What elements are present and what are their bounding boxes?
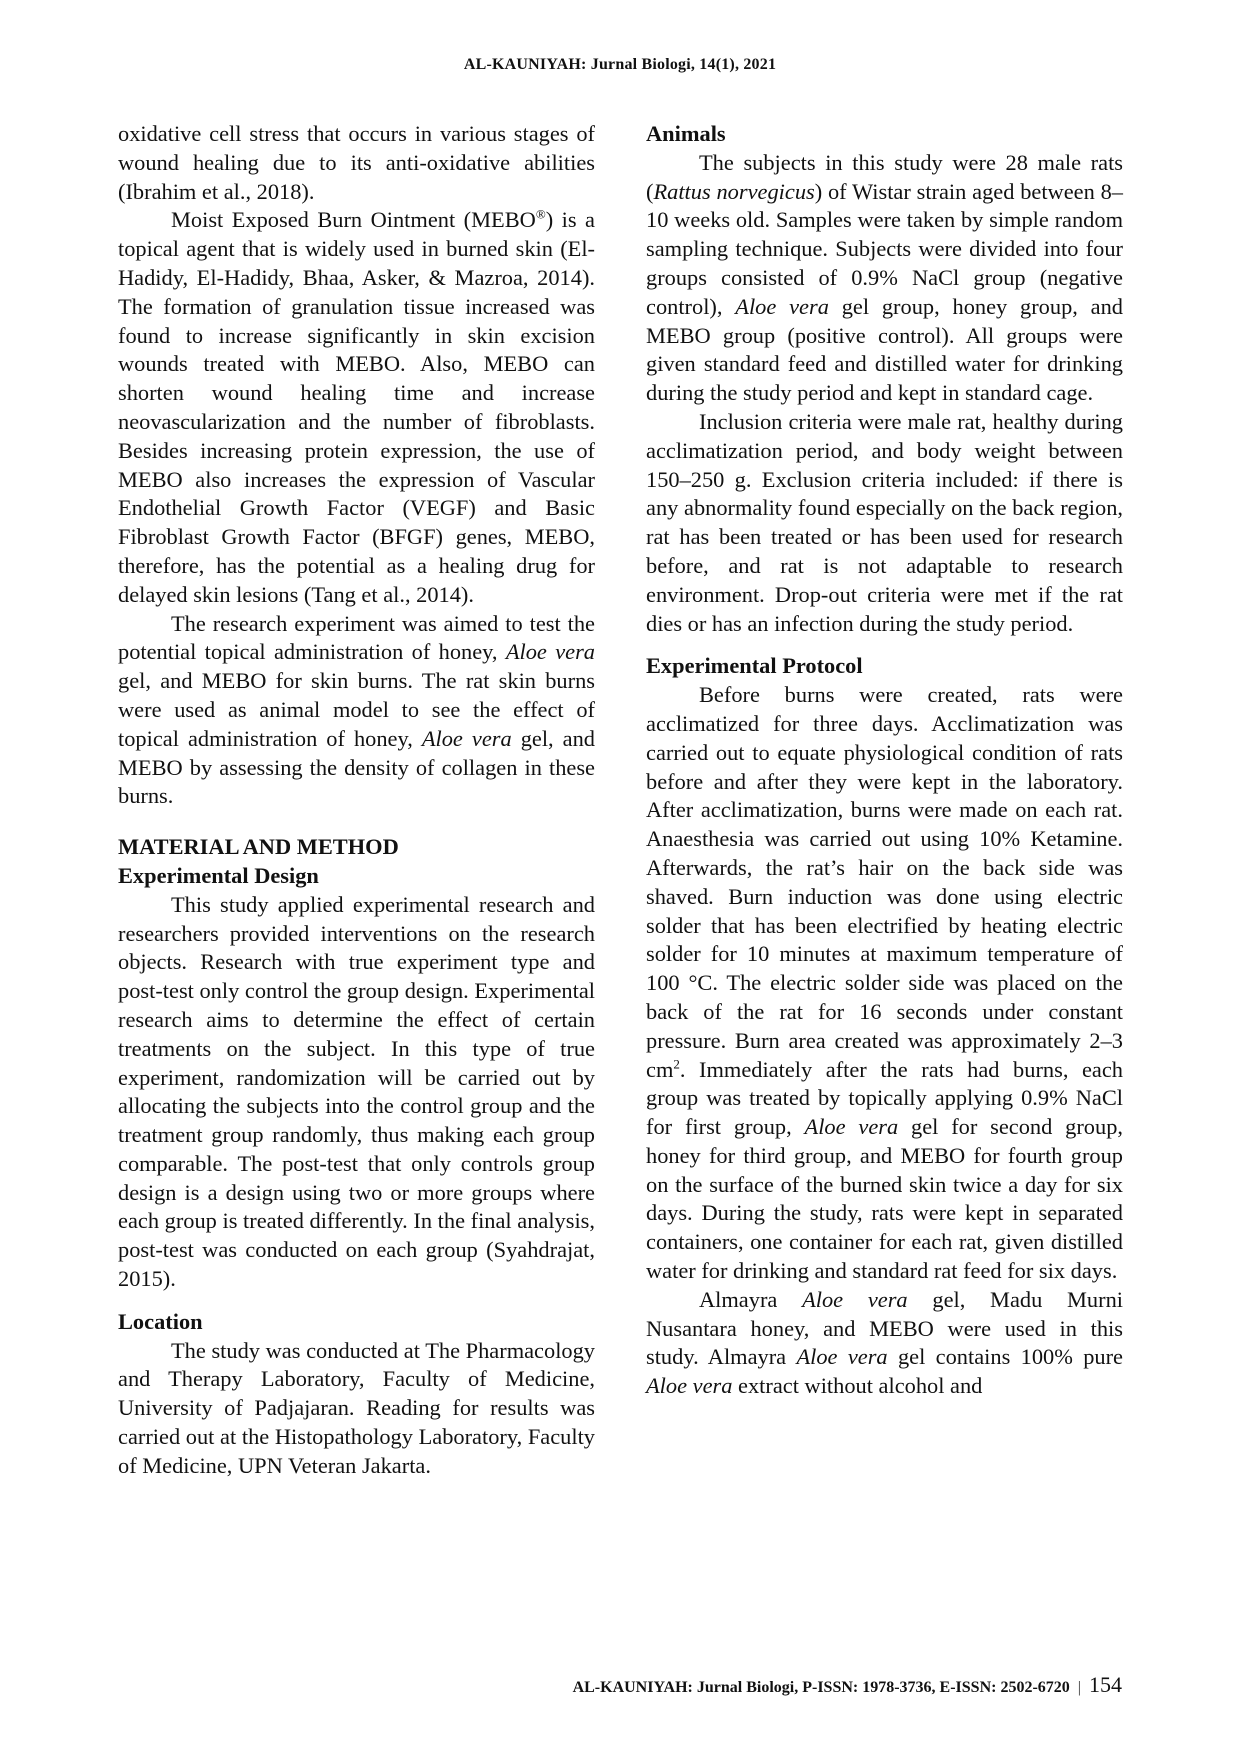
footer-journal-info: AL-KAUNIYAH: Jurnal Biologi, P-ISSN: 1978-3736, E-ISSN: 2502-6720 xyxy=(572,1679,1070,1696)
page-number: 154 xyxy=(1089,1672,1122,1697)
paragraph-mebo: Moist Exposed Burn Ointment (MEBO®) is a topical agent that is widely used in burned skin (El-Hadidy, El-Hadidy, Bhaa, Asker, & Mazroa, 2014). The formation of granulation tissue increased was found to increase significantly in skin excision wounds treated with MEBO. Also, MEBO can shorten wound healing time and increase neovascularization and the number of fibroblasts. Besides increasing protein expression, the use of MEBO also increases the expression of Vascular Endothelial Growth Factor (VEGF) and Basic Fibroblast Growth Factor (BFGF) genes, MEBO, therefore, has the potential as a healing drug for delayed skin lesions (Tang et al., 2014). xyxy=(118,206,595,607)
paragraph-location: The study was conducted at The Pharmacology and Therapy Laboratory, Faculty of Medicine, University of Padjajaran. Reading for results was carried out at the Histopathology Laboratory, Faculty of Medicine, UPN Veteran Jakarta. xyxy=(118,1337,595,1478)
running-head: AL-KAUNIYAH: Jurnal Biologi, 14(1), 2021 xyxy=(463,56,777,73)
left-column xyxy=(118,120,595,1481)
paragraph-inclusion: Inclusion criteria were male rat, healthy during acclimatization period, and body weight between 150–250 g. Exclusion criteria included: if there is any abnormality found especially on the back region, rat has been treated or has been used for research before, and rat is not adaptable to research environment. Drop-out criteria were met if the rat dies or has an infection during the study period. xyxy=(646,408,1123,636)
page-footer xyxy=(573,1672,1122,1698)
subheading-location: Location xyxy=(118,1308,203,1334)
section-heading-material-method: MATERIAL AND METHOD xyxy=(118,834,399,860)
paragraph-intro-continued: oxidative cell stress that occurs in various stages of wound healing due to its anti-oxidative abilities (Ibrahim et al., 2018). xyxy=(118,121,595,204)
paragraph-animals: The subjects in this study were 28 male rats (Rattus norvegicus) of Wistar strain aged between 8–10 weeks old. Samples were taken by simple random sampling technique. Subjects were divided into four groups consisted of 0.9% NaCl group (negative control), Aloe vera gel group, honey group, and MEBO group (positive control). All groups were given standard feed and distilled water for drinking during the study period and kept in standard cage. xyxy=(646,149,1123,406)
paragraph-design: This study applied experimental research and researchers provided interventions on the research objects. Research with true experiment type and post-test only control the group design. Experimental research aims to determine the effect of certain treatments on the subject. In this type of true experiment, randomization will be carried out by allocating the subjects into the control group and the treatment group randomly, thus making each group comparable. The post-test that only controls group design is a design using two or more groups where each group is treated differently. In the final analysis, post-test was conducted on each group (Syahdrajat, 2015). xyxy=(118,891,595,1292)
paragraph-aim: The research experiment was aimed to test the potential topical administration of honey, Aloe vera gel, and MEBO for skin burns. The rat skin burns were used as animal model to see the effect of topical administration of honey, Aloe vera gel, and MEBO by assessing the density of collagen in these burns. xyxy=(118,610,595,809)
subheading-experimental-protocol: Experimental Protocol xyxy=(646,653,863,679)
subheading-animals: Animals xyxy=(646,121,726,146)
subheading-experimental-design: Experimental Design xyxy=(118,862,319,888)
footer-separator: | xyxy=(1077,1679,1081,1696)
right-column xyxy=(646,120,1123,1401)
paragraph-protocol: Before burns were created, rats were acclimatized for three days. Acclimatization was carried out to equate physiological condition of rats before and after they were kept in the laboratory. After acclimatization, burns were made on each rat. Anaesthesia was carried out using 10% Ketamine. Afterwards, the rat’s hair on the back side was shaved. Burn induction was done using electric solder that has been electrified by heating electric solder for 10 minutes at maximum temperature of 100 °C. The electric solder side was placed on the back of the rat for 16 seconds under constant pressure. Burn area created was approximately 2–3 $cm^2$. Immediately after the rats had burns, each group was treated by topically applying 0.9% NaCl for first group, Aloe vera gel for second group, honey for third group, and MEBO for fourth group on the surface of the burned skin twice a day for six days. During the study, rats were kept in separated containers, one container for each rat, given distilled water for drinking and standard rat feed for six days. xyxy=(646,682,1123,1284)
paragraph-almayra: Almayra Aloe vera gel, Madu Murni Nusantara honey, and MEBO were used in this study. Almayra Aloe vera gel contains 100% pure Aloe vera extract without alcohol and xyxy=(646,1286,1124,1399)
